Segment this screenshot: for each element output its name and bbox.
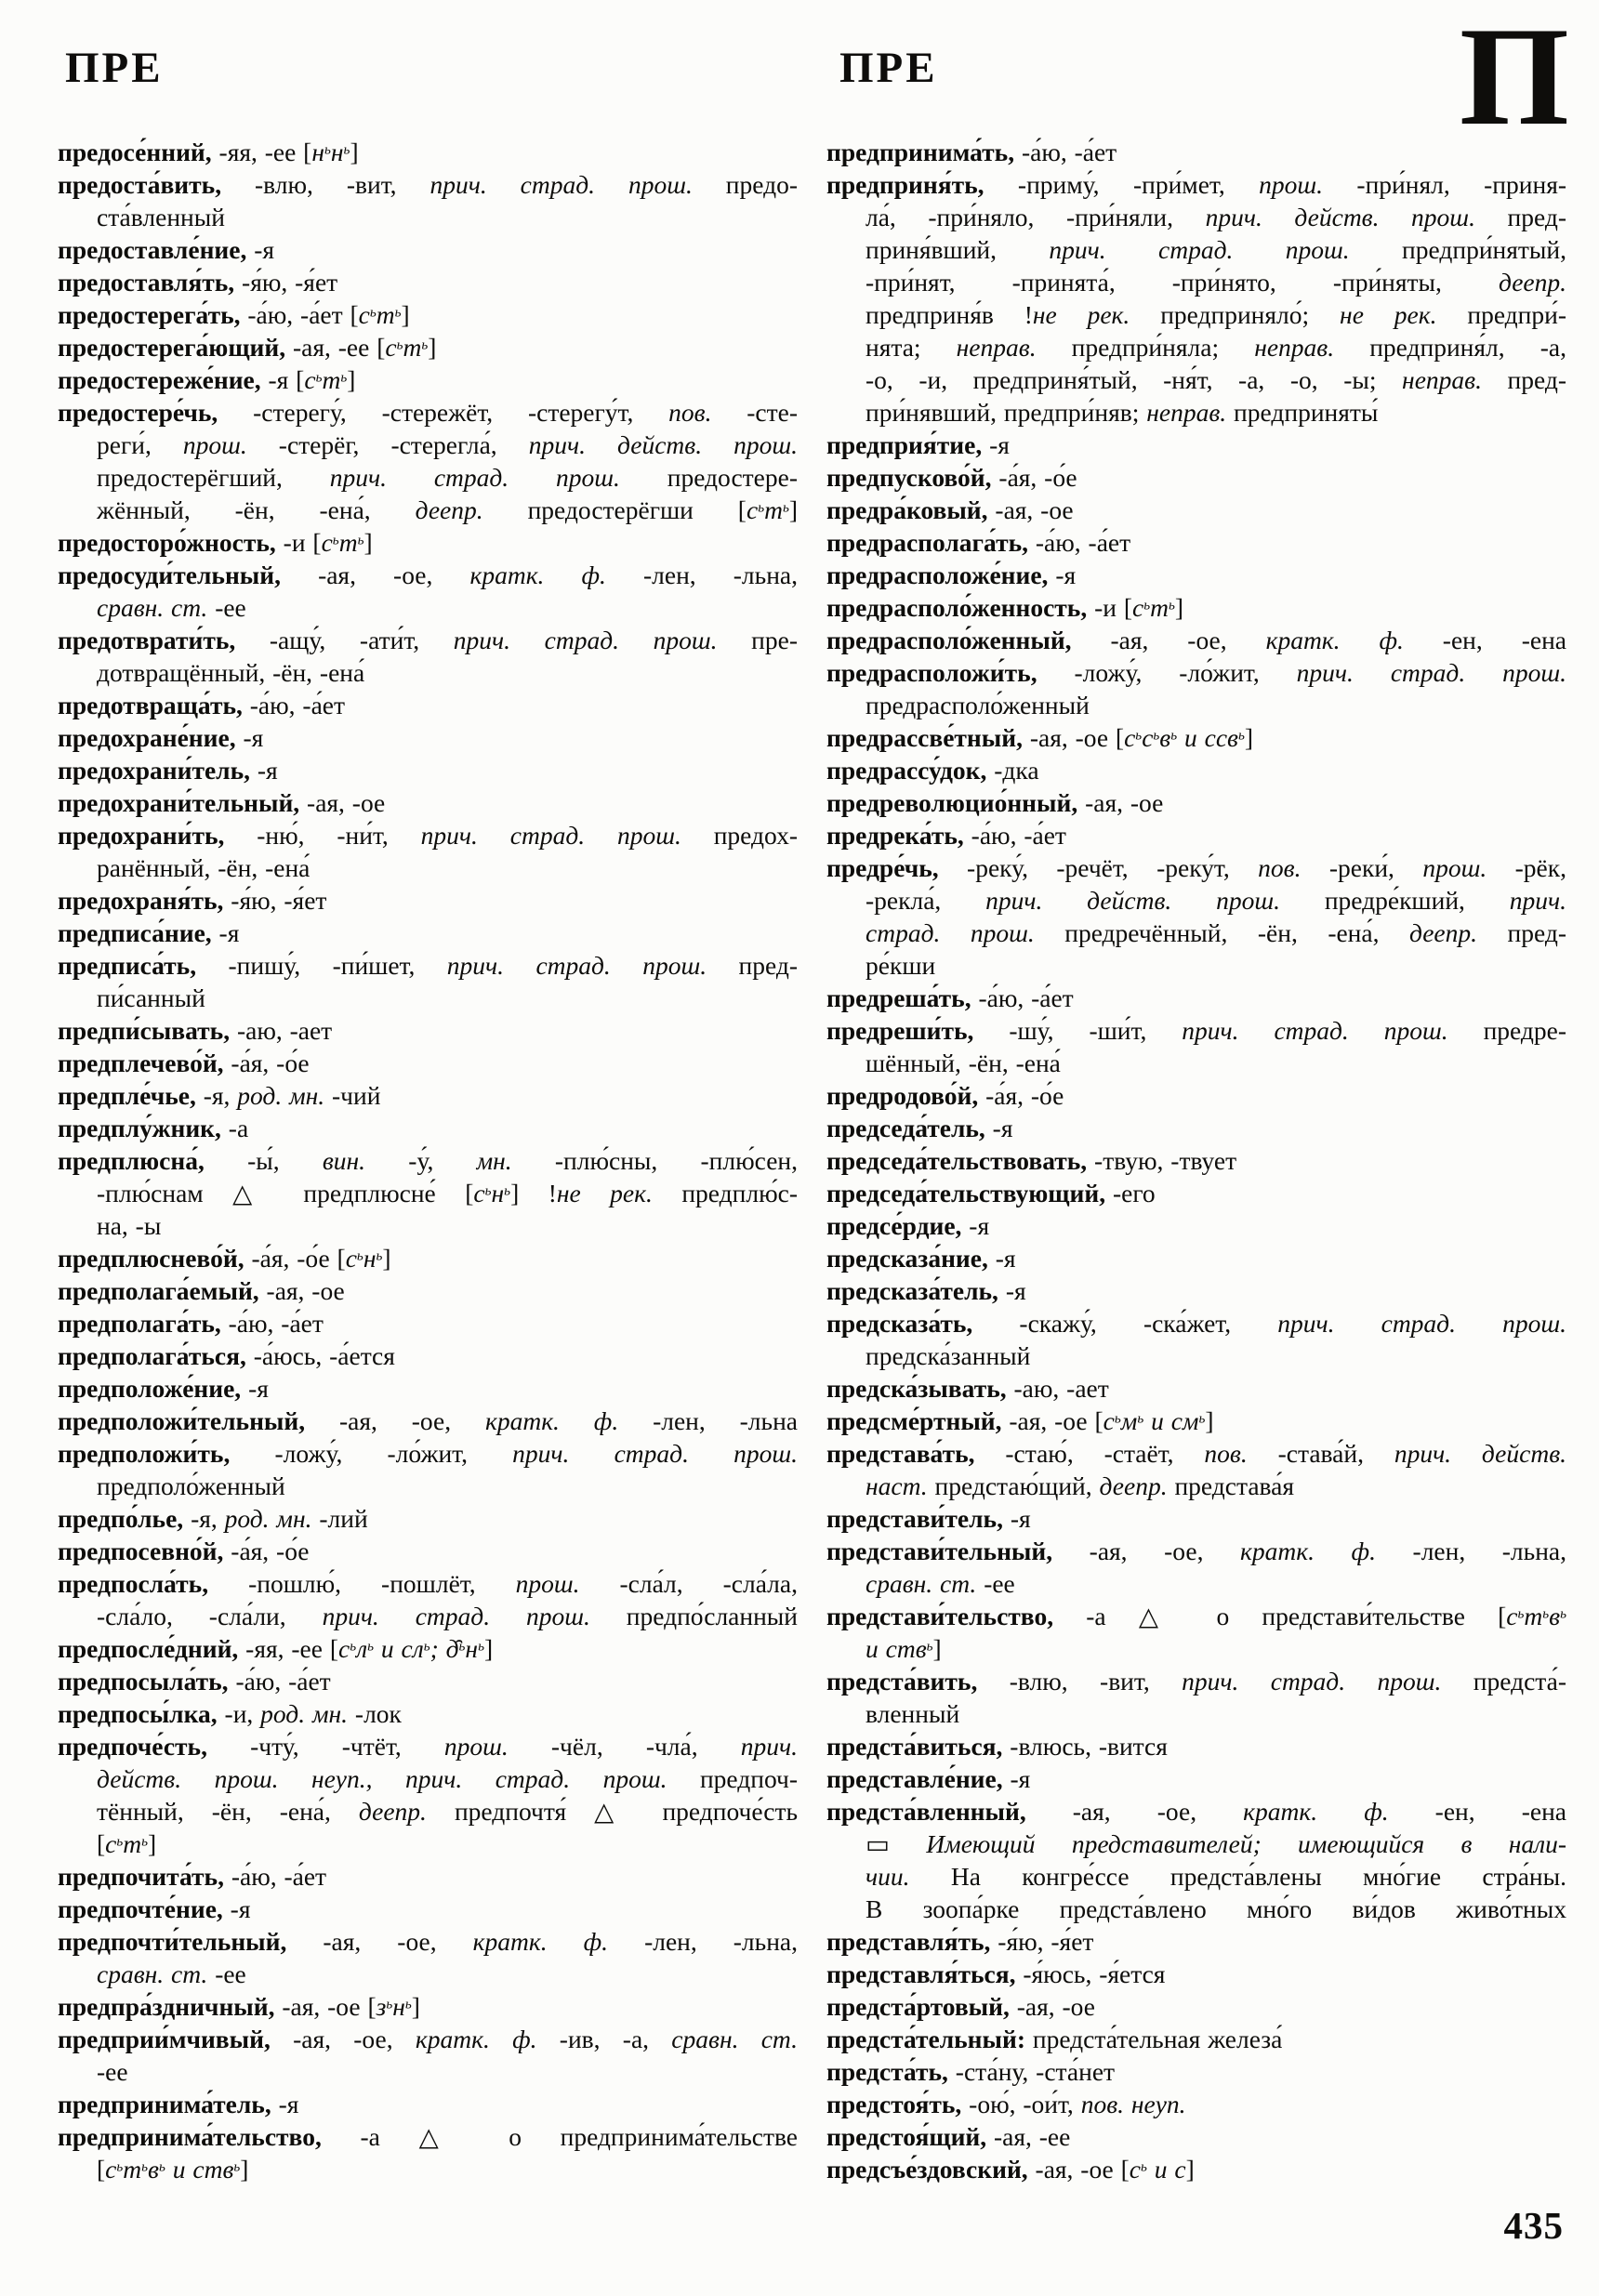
- dictionary-line: предполага́емый, -ая, -ое: [58, 1276, 345, 1305]
- dictionary-line: предостерёгший, прич. страд. прош. предостере-: [97, 463, 799, 492]
- dictionary-line: предрасполага́ть, -а́ю, -а́ет: [826, 528, 1131, 557]
- dictionary-line: ре́кши: [866, 951, 936, 980]
- page-number: 435: [1503, 2204, 1564, 2247]
- dictionary-line: -при́нят, -принята́, -при́нято, -при́няты, деепр.: [866, 268, 1566, 297]
- dictionary-line: предписа́ть, -пишу́, -пи́шет, прич. страд. прош. пред-: [58, 951, 799, 980]
- dictionary-line: предреша́ть, -а́ю, -а́ет: [826, 983, 1074, 1012]
- dictionary-line: предрасположи́ть, -ложу́, -ло́жит, прич. страд. прош.: [826, 658, 1566, 687]
- dictionary-line: сравн. ст. -ее: [97, 1960, 246, 1988]
- dictionary-line: предположе́ние, -я: [58, 1374, 269, 1403]
- dictionary-line: предотвраща́ть, -а́ю, -а́ет: [58, 691, 345, 719]
- dictionary-line: предприя́тие, -я: [826, 430, 1010, 459]
- right-column: [826, 136, 1566, 2185]
- dictionary-line: приня́вший, прич. страд. прош. предпри́нятый,: [866, 235, 1566, 264]
- dictionary-line: представля́ть, -я́ю, -я́ет: [826, 1927, 1094, 1956]
- dictionary-line: предпосле́дний, -яя, -ее [$с^ьл^ь$ и $сл^ь$; $д̑^ьн^ь$]: [58, 1634, 494, 1663]
- left-column: [58, 136, 798, 2185]
- dictionary-line: предостерега́ть, -а́ю, -а́ет $[с^ьт^ь]$: [58, 300, 410, 329]
- dictionary-line: предплу́жник, -а: [58, 1114, 249, 1142]
- dictionary-line: предсказа́ть, -скажу́, -ска́жет, прич. страд. прош.: [826, 1309, 1566, 1338]
- dictionary-line: представля́ться, -я́юсь, -я́ется: [826, 1960, 1166, 1988]
- dictionary-line: предостере́чь, -стерегу́, -стережёт, -стерегу́т, пов. -сте-: [58, 398, 799, 427]
- dictionary-line: предоставля́ть, -я́ю, -я́ет: [58, 268, 338, 297]
- dictionary-line: председа́тельствовать, -твую, -твует: [826, 1146, 1237, 1175]
- dictionary-line: предрасполо́женность, -и $[с^ьт^ь]$: [826, 593, 1184, 622]
- dictionary-line: ста́вленный: [97, 203, 225, 231]
- dictionary-line: предпо́лье, -я, род. мн. -лий: [58, 1504, 368, 1533]
- dictionary-line: предпринима́тель, -я: [58, 2090, 299, 2118]
- dictionary-line: действ. прош. неуп., прич. страд. прош. предпоч-: [97, 1764, 799, 1793]
- dictionary-line: предреволюцио́нный, -ая, -ое: [826, 788, 1164, 817]
- dictionary-line: ла́, -при́няло, -при́няли, прич. действ. прош. пред-: [866, 203, 1566, 231]
- dictionary-line: предсе́рдие, -я: [826, 1211, 990, 1240]
- dictionary-line: предполо́женный: [97, 1471, 285, 1500]
- dictionary-line: и ств$^ь$]: [866, 1634, 942, 1663]
- dictionary-line: предосе́нний, -яя, -ее $[н^ьн^ь]$: [58, 138, 359, 166]
- dictionary-line: представи́тель, -я: [826, 1504, 1031, 1533]
- dictionary-line: предсме́ртный, -ая, -ое [$с^ьм^ь$ и $см^ь$]: [826, 1406, 1214, 1435]
- dictionary-line: ▭ Имеющий представителей; имеющийся в нали-: [866, 1829, 1567, 1858]
- dictionary-line: шённый, -ён, -ена́: [866, 1049, 1061, 1077]
- dictionary-line: предрасположе́ние, -я: [826, 561, 1077, 589]
- dictionary-line: предрассве́тный, -ая, -ое [$с^ьс^ьв^ь$ и ссв$^ь$]: [826, 723, 1254, 752]
- dictionary-line: тённый, -ён, -ена́, деепр. предпочтя́ △ предпоче́сть: [97, 1797, 798, 1826]
- dictionary-line: вленный: [866, 1699, 960, 1728]
- dictionary-line: [$с^ьт^ьв^ь$ и ств$^ь$]: [97, 2155, 249, 2184]
- section-letter: П: [1459, 0, 1569, 154]
- dictionary-line: предрека́ть, -а́ю, -а́ет: [826, 821, 1066, 850]
- dictionary-line: предположи́ть, -ложу́, -ло́жит, прич. страд. прош.: [58, 1439, 798, 1468]
- dictionary-line: предоста́вить, -влю, -вит, прич. страд. прош. предо-: [58, 170, 799, 199]
- dictionary-line: $[с^ьт^ь]$: [97, 1829, 157, 1858]
- dictionary-line: сравн. ст. -ее: [866, 1569, 1015, 1598]
- dictionary-line: предста́тельный: предста́тельная железа́: [826, 2025, 1283, 2053]
- dictionary-line: -о, -и, предприня́тый, -ня́т, -а, -о, -ы; неправ. пред-: [866, 365, 1566, 394]
- dictionary-line: предосуди́тельный, -ая, -ое, кратк. ф. -лен, -льна,: [58, 561, 798, 589]
- dictionary-line: -сла́ло, -сла́ли, прич. страд. прош. предпо́сланный: [97, 1602, 799, 1630]
- dictionary-line: страд. прош. предречённый, -ён, -ена́, деепр. пред-: [866, 918, 1566, 947]
- dictionary-line: -плю́снам △ предплюсне́ $[с^ьн^ь]$ !не рек. предплю́с-: [97, 1179, 798, 1207]
- dictionary-line: предполага́ть, -а́ю, -а́ет: [58, 1309, 324, 1338]
- dictionary-line: ранённый, -ён, -ена́: [97, 853, 311, 882]
- dictionary-line: предрасполо́женный: [866, 691, 1090, 719]
- dictionary-line: предстоя́ть, -ою́, -ои́т, пов. неуп.: [826, 2090, 1186, 2118]
- dictionary-line: предохрани́тельный, -ая, -ое: [58, 788, 386, 817]
- dictionary-line: предприи́мчивый, -ая, -ое, кратк. ф. -ив, -а, сравн. ст.: [58, 2025, 798, 2053]
- dictionary-line: предотврати́ть, -ащу́, -ати́т, прич. страд. прош. пре-: [58, 626, 798, 654]
- dictionary-line: предсъе́здовский, -ая, -ое [$с^ь$ и с]: [826, 2155, 1195, 2184]
- dictionary-line: чии. На конгре́ссе предста́влены мно́гие стра́ны.: [866, 1862, 1566, 1891]
- dictionary-line: предостерега́ющий, -ая, -ее $[с^ьт^ь]$: [58, 333, 437, 362]
- dictionary-line: предпоче́сть, -чту́, -чтёт, прош. -чёл, -чла́, прич.: [58, 1732, 798, 1761]
- dictionary-line: -рекла́, прич. действ. прош. предре́кший, прич.: [866, 886, 1566, 915]
- dictionary-line: председа́тель, -я: [826, 1114, 1013, 1142]
- dictionary-line: реги́, прош. -стерёг, -стерегла́, прич. действ. прош.: [97, 430, 799, 459]
- dictionary-line: предпочита́ть, -а́ю, -а́ет: [58, 1862, 327, 1891]
- dictionary-line: предпусково́й, -а́я, -о́е: [826, 463, 1077, 492]
- dictionary-line: представа́ть, -стаю́, -стаёт, пов. -става́й, прич. действ.: [826, 1439, 1567, 1468]
- dictionary-line: председа́тельствующий, -его: [826, 1179, 1156, 1207]
- dictionary-line: предполага́ться, -а́юсь, -а́ется: [58, 1341, 395, 1370]
- dictionary-line: наст. предстаю́щий, деепр. представа́я: [866, 1471, 1294, 1500]
- dictionary-line: при́нявший, предпри́няв; неправ. предприняты́: [866, 398, 1379, 427]
- dictionary-line: предпра́здничный, -ая, -ое $[з^ьн^ь]$: [58, 1992, 420, 2021]
- dictionary-line: предрассу́док, -дка: [826, 756, 1039, 785]
- dictionary-line: предоставле́ние, -я: [58, 235, 275, 264]
- dictionary-line: предста́вить, -влю, -вит, прич. страд. прош. предста́-: [826, 1667, 1566, 1696]
- dictionary-line: предпи́сывать, -аю, -ает: [58, 1016, 333, 1045]
- dictionary-line: пи́санный: [97, 983, 205, 1012]
- dictionary-line: предплюсна́, -ы́, вин. -у́, мн. -плю́сны, -плю́сен,: [58, 1146, 799, 1175]
- running-head-right: ПРЕ: [839, 44, 938, 92]
- dictionary-line: предста́ртовый, -ая, -ое: [826, 1992, 1095, 2021]
- dictionary-line: сравн. ст. -ее: [97, 593, 246, 622]
- dictionary-line: предплечево́й, -а́я, -о́е: [58, 1049, 310, 1077]
- dictionary-line: нята; неправ. предпри́няла; неправ. предприня́л, -а,: [866, 333, 1566, 362]
- dictionary-line: предпринима́ть, -а́ю, -а́ет: [826, 138, 1117, 166]
- dictionary-line: предостереже́ние, -я $[с^ьт^ь]$: [58, 365, 356, 394]
- dictionary-line: предохраня́ть, -я́ю, -я́ет: [58, 886, 327, 915]
- dictionary-line: предста́виться, -влюсь, -вится: [826, 1732, 1168, 1761]
- dictionary-line: В зоопа́рке предста́влено мно́го ви́дов живо́тных: [866, 1894, 1566, 1923]
- dictionary-line: предре́чь, -реку́, -речёт, -реку́т, пов. -реки́, прош. -рёк,: [826, 853, 1566, 882]
- dictionary-line: предохрани́ть, -ню́, -ни́т, прич. страд. прош. предох-: [58, 821, 798, 850]
- dictionary-line: предпочте́ние, -я: [58, 1894, 251, 1923]
- dictionary-line: предпосы́лка, -и, род. мн. -лок: [58, 1699, 402, 1728]
- dictionary-line: предрасполо́женный, -ая, -ое, кратк. ф. -ен, -ена: [826, 626, 1566, 654]
- dictionary-line: предска́зывать, -аю, -ает: [826, 1374, 1109, 1403]
- dictionary-line: предста́ть, -ста́ну, -ста́нет: [826, 2057, 1116, 2086]
- dictionary-line: предреши́ть, -шу́, -ши́т, прич. страд. прош. предре-: [826, 1016, 1566, 1045]
- dictionary-line: предприня́в !не рек. предприняло́; не рек. предпри́-: [866, 300, 1567, 329]
- dictionary-line: предписа́ние, -я: [58, 918, 240, 947]
- dictionary-line: предпле́чье, -я, род. мн. -чий: [58, 1081, 381, 1110]
- dictionary-line: предпочти́тельный, -ая, -ое, кратк. ф. -лен, -льна,: [58, 1927, 798, 1956]
- dictionary-line: представи́тельный, -ая, -ое, кратк. ф. -лен, -льна,: [826, 1537, 1566, 1565]
- dictionary-line: представле́ние, -я: [826, 1764, 1031, 1793]
- dictionary-line: предродово́й, -а́я, -о́е: [826, 1081, 1064, 1110]
- dictionary-line: предсказа́тель, -я: [826, 1276, 1026, 1305]
- running-head-left: ПРЕ: [65, 44, 164, 92]
- dictionary-line: -ее: [97, 2057, 128, 2086]
- dictionary-line: предосторо́жность, -и $[с^ьт^ь]$: [58, 528, 373, 557]
- dictionary-line: предпосыла́ть, -а́ю, -а́ет: [58, 1667, 331, 1696]
- dictionary-line: на, -ы: [97, 1211, 162, 1240]
- dictionary-line: предстоя́щий, -ая, -ее: [826, 2122, 1071, 2151]
- dictionary-line: предсказа́ние, -я: [826, 1244, 1016, 1273]
- dictionary-line: предположи́тельный, -ая, -ое, кратк. ф. -лен, -льна: [58, 1406, 798, 1435]
- dictionary-line: предра́ковый, -ая, -ое: [826, 495, 1074, 524]
- dictionary-line: предохране́ние, -я: [58, 723, 264, 752]
- dictionary-line: дотвращённый, -ён, -ена́: [97, 658, 365, 687]
- dictionary-line: предска́занный: [866, 1341, 1031, 1370]
- dictionary-line: предохрани́тель, -я: [58, 756, 278, 785]
- dictionary-line: предпринима́тельство, -а △ о предпринима́тельстве: [58, 2122, 798, 2151]
- dictionary-line: предпосевно́й, -а́я, -о́е: [58, 1537, 310, 1565]
- dictionary-line: жённый, -ён, -ена́, деепр. предостерёгши $[с^ьт^ь]$: [97, 495, 799, 524]
- dictionary-line: представи́тельство, -а △ о представи́тельстве [$с^ьт^ьв^ь$: [826, 1602, 1566, 1630]
- dictionary-line: предприня́ть, -приму́, -при́мет, прош. -при́нял, -приня-: [826, 170, 1567, 199]
- dictionary-line: предплюснево́й, -а́я, -о́е $[с^ьн^ь]$: [58, 1244, 391, 1273]
- dictionary-line: предста́вленный, -ая, -ое, кратк. ф. -ен, -ена: [826, 1797, 1566, 1826]
- dictionary-line: предпосла́ть, -пошлю́, -пошлёт, прош. -сла́л, -сла́ла,: [58, 1569, 798, 1598]
